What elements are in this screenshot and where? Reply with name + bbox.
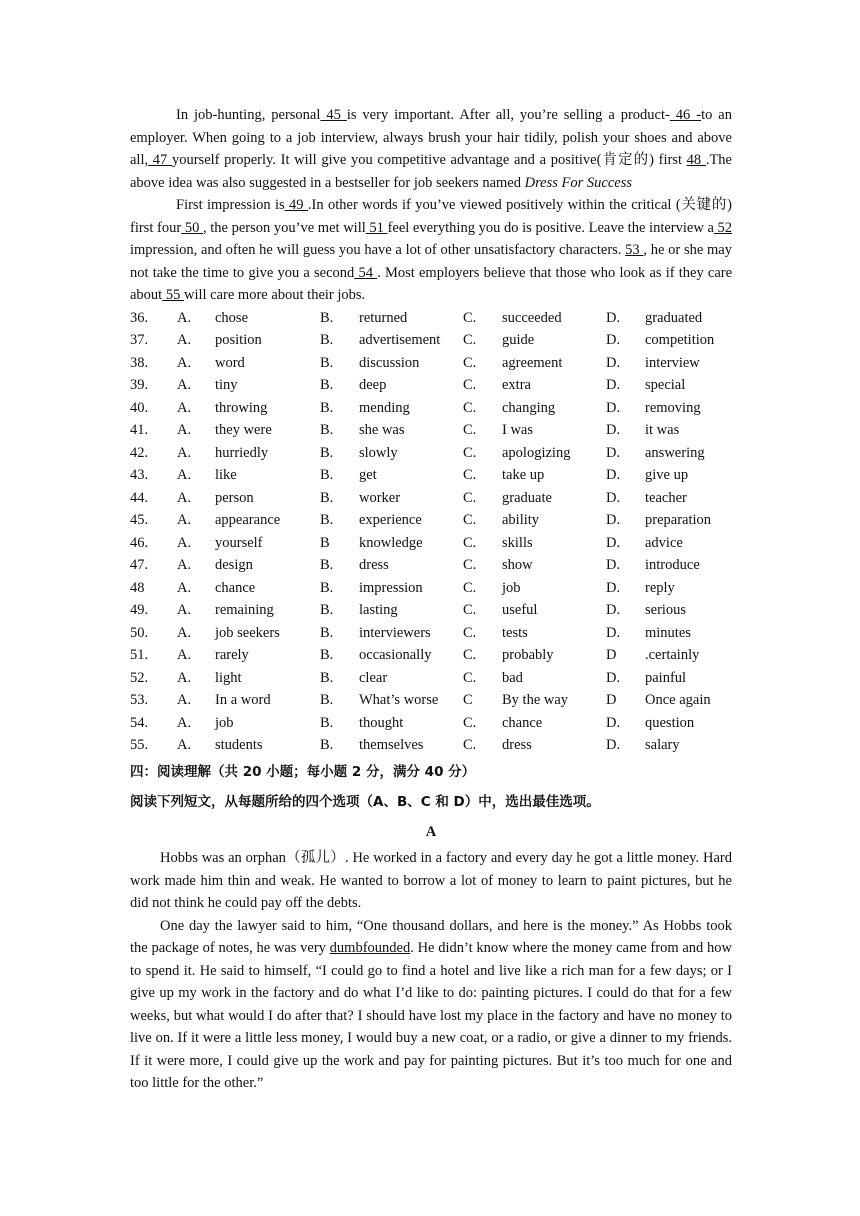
passage-text: yourself properly. It will give you competitive advantage and a positive(肯定的) first (171, 152, 682, 168)
option-text: throwing (215, 399, 268, 416)
option-letter: B. (320, 377, 334, 393)
option-text: .certainly (645, 647, 700, 663)
option-letter: C. (463, 422, 477, 438)
option-letter: D. (606, 557, 621, 573)
option-letter: D. (606, 602, 621, 618)
option-text: worker (359, 489, 401, 506)
blank-54: 54 (354, 264, 378, 281)
option-text: job seekers (215, 624, 280, 641)
question-number: 55. (130, 737, 149, 753)
question-row (130, 509, 732, 532)
option-letter: B. (320, 669, 334, 686)
option-letter: D. (606, 444, 621, 461)
option-letter: C (463, 692, 473, 708)
option-text: discussion (359, 354, 420, 371)
option-text: tiny (215, 377, 238, 393)
option-text: lasting (359, 602, 398, 618)
question-number: 40. (130, 399, 149, 416)
blank-48: 48 (686, 152, 706, 168)
option-text: she was (359, 422, 405, 438)
option-letter: A. (177, 692, 192, 708)
option-text: remaining (215, 602, 274, 618)
section-4-title: 四：阅读理解（共 20 小题；每小题 2 分，满分 40 分） (130, 763, 476, 780)
question-row (130, 599, 732, 622)
option-text: introduce (645, 557, 700, 573)
option-text: probably (502, 647, 554, 663)
option-letter: B. (320, 354, 334, 371)
option-letter: D. (606, 737, 621, 753)
option-text: skills (502, 534, 533, 551)
option-letter: C. (463, 377, 477, 393)
blank-50: 50 (181, 219, 203, 236)
option-text: By the way (502, 692, 569, 708)
option-text: bad (502, 669, 523, 686)
option-letter: C. (463, 669, 477, 686)
option-text: job (215, 714, 234, 731)
option-text: apologizing (502, 444, 571, 461)
option-letter: B. (320, 714, 334, 731)
option-letter: A. (177, 399, 192, 416)
question-number: 47. (130, 557, 149, 573)
question-row (130, 374, 732, 397)
passage-text: is very important. After all, you’re selling a product- (346, 107, 670, 123)
option-text: yourself (215, 534, 263, 551)
option-letter: D. (606, 512, 621, 528)
option-text: salary (645, 737, 680, 753)
option-text: reply (645, 579, 675, 596)
option-text: take up (502, 467, 545, 483)
option-text: occasionally (359, 647, 432, 663)
option-letter: A. (177, 332, 192, 348)
option-letter: D. (606, 534, 621, 551)
option-letter: C. (463, 309, 477, 326)
option-text: answering (645, 444, 705, 461)
option-text: students (215, 737, 263, 753)
question-row (130, 464, 732, 487)
option-text: job (502, 579, 521, 596)
option-letter: C. (463, 714, 477, 731)
passage-text: feel everything you do is positive. Leave the interview a (387, 219, 714, 236)
option-text: succeeded (502, 309, 562, 326)
option-letter: D. (606, 467, 621, 483)
option-text: clear (359, 669, 388, 686)
option-text: interview (645, 354, 700, 371)
blank-49: 49 (284, 197, 308, 213)
option-text: they were (215, 422, 272, 438)
option-text: agreement (502, 354, 563, 371)
option-letter: D. (606, 669, 621, 686)
question-row (130, 397, 732, 420)
option-text: question (645, 714, 695, 731)
option-letter: B. (320, 602, 334, 618)
passage-text: impression, and often he will guess you have a lot of other unsatisfactory characters. (130, 242, 622, 258)
option-letter: C. (463, 624, 477, 641)
option-text: preparation (645, 512, 712, 528)
option-letter: C. (463, 512, 477, 528)
question-list (130, 307, 732, 757)
option-text: mending (359, 399, 410, 416)
option-letter: B. (320, 557, 334, 573)
option-text: appearance (215, 512, 281, 528)
option-text: rarely (215, 647, 249, 663)
question-number: 54. (130, 714, 149, 731)
option-text: teacher (645, 489, 687, 506)
option-text: chance (215, 579, 256, 596)
option-text: special (645, 377, 686, 393)
question-number: 51. (130, 647, 149, 663)
question-row (130, 689, 732, 712)
question-row (130, 352, 732, 375)
option-letter: B. (320, 692, 334, 708)
option-text: slowly (359, 444, 398, 461)
option-text: knowledge (359, 534, 423, 551)
option-letter: D. (606, 422, 621, 438)
passage-paragraph-1 (130, 104, 732, 194)
option-letter: A. (177, 669, 192, 686)
option-letter: B. (320, 737, 334, 753)
blank-45: 45 (320, 107, 347, 123)
option-letter: B. (320, 309, 334, 326)
option-letter: D. (606, 624, 621, 641)
blank-47: 47 (148, 152, 172, 168)
blank-51: 51 (365, 219, 388, 236)
option-letter: A. (177, 602, 192, 618)
option-text: minutes (645, 624, 691, 641)
story-paragraph-2 (130, 915, 732, 1095)
option-text: advertisement (359, 332, 441, 348)
story-text: . He didn’t know where the money came from and how to spend it. He said to himself, “I could go to find a hotel and live like a rich man for a few days; or I give up my work in the factory and do what I’d like to do: painting pictures. I could do that for a few weeks, but what would I do after that? I should have lost my place in the factory and have no money to live on. If it were a little less money, I would buy a new coat, or a radio, or give a dinner to my friends. If it were more, I could give up the work and pay for painting pictures. But it’s too much for one and too little for the other.” (130, 940, 732, 1091)
option-text: like (215, 467, 237, 483)
passage-text: will care more about their jobs. (183, 287, 366, 303)
passage-text: . Most employers believe that those who look as if they care about (130, 264, 733, 303)
option-letter: C. (463, 332, 477, 348)
option-letter: A. (177, 377, 192, 393)
option-text: position (215, 332, 262, 348)
option-text: graduated (645, 309, 703, 326)
question-number: 44. (130, 489, 149, 506)
option-letter: B. (320, 422, 334, 438)
option-letter: D. (606, 377, 621, 393)
option-letter: B. (320, 624, 334, 641)
option-letter: D (606, 647, 617, 663)
option-letter: B. (320, 332, 334, 348)
option-letter: D (606, 692, 617, 708)
passage-letter: A (425, 823, 437, 840)
option-text: dress (502, 737, 532, 753)
option-letter: A. (177, 354, 192, 371)
option-letter: A. (177, 624, 192, 641)
section-4-instruction: 阅读下列短文，从每题所给的四个选项（A、B、C 和 D）中，选出最佳选项。 (130, 793, 600, 810)
book-title: Dress For Success (524, 174, 632, 191)
option-text: dress (359, 557, 389, 573)
option-letter: C. (463, 467, 477, 483)
option-text: removing (645, 399, 701, 416)
question-number: 42. (130, 444, 149, 461)
option-text: show (502, 557, 533, 573)
option-letter: A. (177, 647, 192, 663)
option-letter: B. (320, 512, 334, 528)
question-row (130, 622, 732, 645)
question-number: 37. (130, 332, 149, 348)
option-letter: D. (606, 714, 621, 731)
option-text: advice (645, 534, 683, 551)
option-text: changing (502, 399, 556, 416)
option-letter: A. (177, 467, 192, 483)
question-row (130, 532, 732, 555)
blank-53: 53 (625, 242, 644, 258)
question-number: 49. (130, 602, 149, 618)
option-text: hurriedly (215, 444, 269, 461)
option-text: deep (359, 377, 387, 393)
question-row (130, 442, 732, 465)
story-text: One day the lawyer said to him, “One thousand dollars, and here is the money.” As Hobbs took the package of notes, he was very (130, 917, 732, 956)
question-number: 41. (130, 422, 149, 438)
option-letter: A. (177, 714, 192, 731)
question-number: 45. (130, 512, 149, 528)
option-letter: A. (177, 737, 192, 753)
passage-text: .In other words if you’ve viewed positively within the critical (关键的) first four (130, 197, 733, 236)
option-letter: C. (463, 737, 477, 753)
option-letter: C. (463, 399, 477, 416)
question-row (130, 667, 732, 690)
option-letter: C. (463, 444, 477, 461)
blank-55: 55 (162, 287, 184, 303)
option-text: word (215, 354, 245, 371)
question-number: 53. (130, 692, 149, 708)
option-text: interviewers (359, 624, 431, 641)
option-letter: A. (177, 444, 192, 461)
passage-paragraph-2 (130, 194, 732, 307)
option-text: light (215, 669, 242, 686)
passage-text: First impression is (176, 197, 285, 213)
question-number: 48 (130, 579, 145, 596)
option-letter: D. (606, 489, 621, 506)
option-text: useful (502, 602, 538, 618)
question-row (130, 734, 732, 757)
option-letter: C. (463, 557, 477, 573)
question-row (130, 712, 732, 735)
option-letter: A. (177, 534, 192, 551)
option-letter: C. (463, 489, 477, 506)
question-number: 43. (130, 467, 149, 483)
option-letter: B (320, 534, 330, 551)
option-letter: B. (320, 444, 334, 461)
question-number: 50. (130, 624, 149, 641)
question-row (130, 554, 732, 577)
option-text: experience (359, 512, 422, 528)
passage-text: .The above idea was also suggested in a bestseller for job seekers named (130, 152, 732, 191)
option-letter: B. (320, 647, 334, 663)
question-number: 36. (130, 309, 149, 326)
option-text: guide (502, 332, 535, 348)
document-page (130, 104, 732, 1095)
option-letter: D. (606, 579, 621, 596)
blank-46: 46 - (669, 107, 702, 123)
option-text: tests (502, 624, 528, 641)
passage-text: In job-hunting, personal (176, 107, 321, 123)
option-text: In a word (215, 692, 271, 708)
question-row (130, 644, 732, 667)
option-text: Once again (645, 692, 711, 708)
option-text: serious (645, 602, 687, 618)
question-row (130, 419, 732, 442)
question-row (130, 329, 732, 352)
option-letter: D. (606, 354, 621, 371)
reading-passage (130, 847, 732, 1095)
option-letter: A. (177, 422, 192, 438)
option-text: get (359, 467, 377, 483)
option-text: chose (215, 309, 249, 326)
option-letter: C. (463, 602, 477, 618)
passage-text: , he or she may not take the time to give you a second (130, 242, 732, 281)
option-text: competition (645, 332, 715, 348)
option-text: ability (502, 512, 540, 528)
option-text: person (215, 489, 254, 506)
option-letter: B. (320, 467, 334, 483)
option-text: thought (359, 714, 404, 731)
option-letter: B. (320, 579, 334, 596)
option-letter: B. (320, 399, 334, 416)
question-number: 46. (130, 534, 149, 551)
option-text: impression (359, 579, 423, 596)
question-number: 39. (130, 377, 149, 393)
option-letter: B. (320, 489, 334, 506)
question-row (130, 487, 732, 510)
option-text: design (215, 557, 253, 573)
option-text: it was (645, 422, 680, 438)
question-row (130, 577, 732, 600)
option-letter: A. (177, 512, 192, 528)
option-letter: A. (177, 489, 192, 506)
question-row (130, 307, 732, 330)
option-letter: A. (177, 557, 192, 573)
option-text: painful (645, 669, 687, 686)
question-number: 38. (130, 354, 149, 371)
blank-52: 52 (713, 219, 733, 236)
option-letter: C. (463, 579, 477, 596)
option-text: chance (502, 714, 543, 731)
underlined-word: dumbfounded (329, 940, 411, 956)
option-text: What’s worse (359, 692, 439, 708)
passage-text: , the person you’ve met will (202, 219, 366, 236)
option-text: graduate (502, 489, 552, 506)
option-letter: A. (177, 579, 192, 596)
question-number: 52. (130, 669, 149, 686)
option-letter: D. (606, 332, 621, 348)
option-letter: C. (463, 354, 477, 371)
story-paragraph-1: Hobbs was an orphan（孤儿）. He worked in a factory and every day he got a little money. Hard work made him thin and weak. He wanted to borrow a lot of money to learn to paint pictures, but he did not think he could pay off the debts. (130, 850, 732, 911)
passage-text: to an employer. When going to a job interview, always brush your hair tidily, polish your shoes and above all, (130, 107, 732, 168)
option-text: returned (359, 309, 408, 326)
option-letter: D. (606, 399, 621, 416)
option-letter: D. (606, 309, 621, 326)
option-letter: C. (463, 534, 477, 551)
option-text: extra (502, 377, 531, 393)
option-text: themselves (359, 737, 424, 753)
option-letter: A. (177, 309, 192, 326)
option-text: give up (645, 467, 689, 483)
option-letter: C. (463, 647, 477, 663)
option-text: I was (502, 422, 534, 438)
